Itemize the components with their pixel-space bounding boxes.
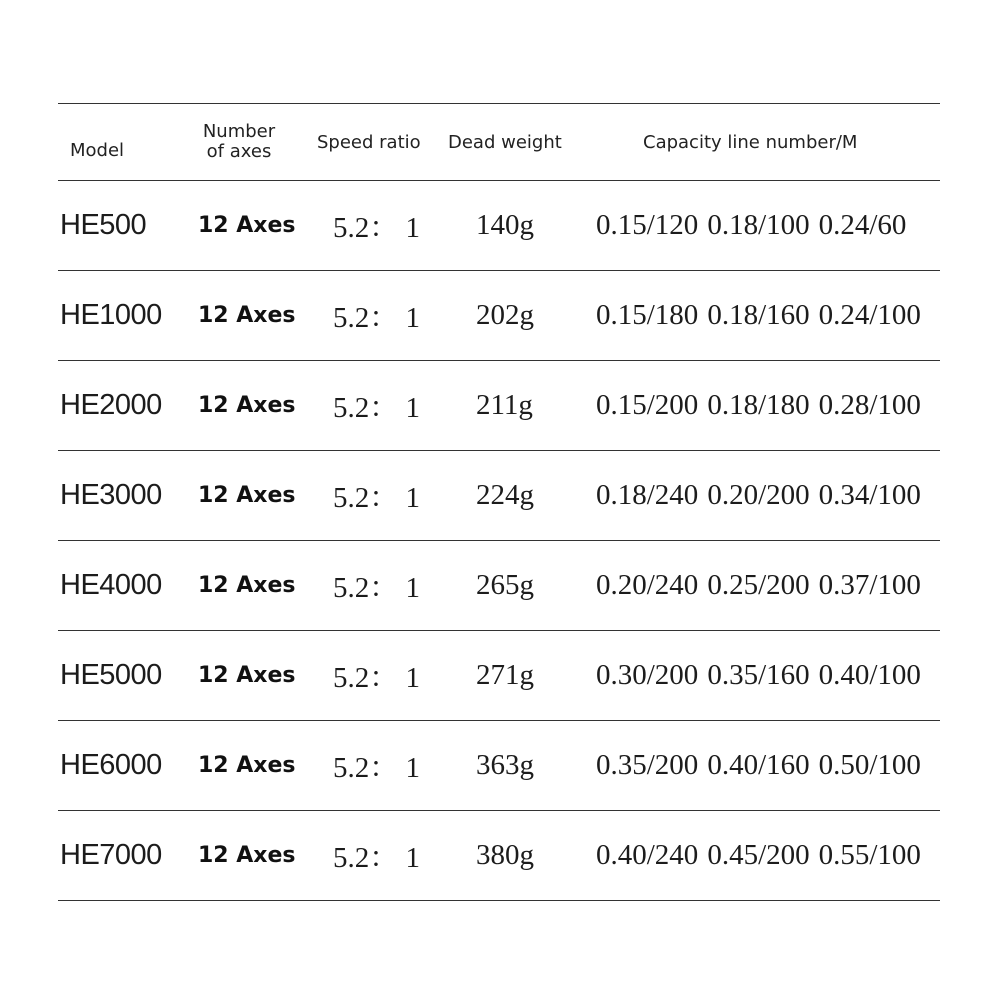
cell-model: HE6000 bbox=[60, 749, 162, 781]
cell-speed-ratio: 5.2： 1 bbox=[333, 842, 421, 874]
header-model: Model bbox=[70, 139, 125, 161]
cell-axes: 12 Axes bbox=[198, 392, 296, 418]
cell-capacity bbox=[596, 451, 921, 540]
cell-model: HE5000 bbox=[60, 659, 162, 691]
cell-capacity bbox=[596, 721, 921, 810]
cell-speed-ratio: 5.2： 1 bbox=[333, 212, 421, 244]
cell-model: HE7000 bbox=[60, 839, 162, 871]
cell-capacity bbox=[596, 541, 921, 630]
capacity-value: 0.18/180 bbox=[707, 389, 810, 421]
capacity-value: 0.50/100 bbox=[818, 749, 921, 781]
cell-axes: 12 Axes bbox=[198, 482, 296, 508]
capacity-value: 0.15/120 bbox=[596, 209, 699, 241]
capacity-value: 0.35/160 bbox=[707, 659, 810, 691]
capacity-value: 0.24/60 bbox=[818, 209, 907, 241]
cell-model: HE500 bbox=[60, 209, 147, 241]
header-axes-line2: of axes bbox=[206, 141, 272, 162]
cell-capacity bbox=[596, 631, 921, 720]
cell-weight: 271g bbox=[476, 659, 534, 691]
capacity-value: 0.55/100 bbox=[818, 839, 921, 871]
header-capacity: Capacity line number/M bbox=[643, 131, 858, 153]
capacity-value: 0.18/160 bbox=[707, 299, 810, 331]
cell-weight: 211g bbox=[476, 389, 533, 421]
cell-weight: 265g bbox=[476, 569, 534, 601]
cell-weight: 140g bbox=[476, 209, 534, 241]
cell-model: HE1000 bbox=[60, 299, 162, 331]
capacity-value: 0.20/240 bbox=[596, 569, 699, 601]
cell-weight: 363g bbox=[476, 749, 534, 781]
capacity-value: 0.15/180 bbox=[596, 299, 699, 331]
capacity-value: 0.24/100 bbox=[818, 299, 921, 331]
capacity-value: 0.20/200 bbox=[707, 479, 810, 511]
table-row bbox=[58, 271, 940, 361]
capacity-value: 0.45/200 bbox=[707, 839, 810, 871]
cell-capacity bbox=[596, 181, 906, 270]
cell-speed-ratio: 5.2： 1 bbox=[333, 392, 421, 424]
table-header-row bbox=[58, 104, 940, 181]
cell-weight: 224g bbox=[476, 479, 534, 511]
capacity-value: 0.18/100 bbox=[707, 209, 810, 241]
header-axes-line1: Number bbox=[202, 121, 276, 142]
cell-axes: 12 Axes bbox=[198, 212, 296, 238]
cell-model: HE2000 bbox=[60, 389, 162, 421]
cell-axes: 12 Axes bbox=[198, 662, 296, 688]
capacity-value: 0.30/200 bbox=[596, 659, 699, 691]
cell-axes: 12 Axes bbox=[198, 752, 296, 778]
cell-capacity bbox=[596, 361, 921, 450]
table-row bbox=[58, 631, 940, 721]
cell-model: HE3000 bbox=[60, 479, 162, 511]
cell-speed-ratio: 5.2： 1 bbox=[333, 302, 421, 334]
header-speed-ratio: Speed ratio bbox=[317, 131, 421, 153]
table-row bbox=[58, 541, 940, 631]
table-row bbox=[58, 451, 940, 541]
capacity-value: 0.18/240 bbox=[596, 479, 699, 511]
capacity-value: 0.25/200 bbox=[707, 569, 810, 601]
capacity-value: 0.34/100 bbox=[818, 479, 921, 511]
header-dead-weight: Dead weight bbox=[448, 131, 562, 153]
cell-capacity bbox=[596, 811, 921, 900]
cell-weight: 380g bbox=[476, 839, 534, 871]
table-row bbox=[58, 811, 940, 901]
cell-model: HE4000 bbox=[60, 569, 162, 601]
capacity-value: 0.28/100 bbox=[818, 389, 921, 421]
spec-table bbox=[58, 103, 940, 901]
cell-axes: 12 Axes bbox=[198, 572, 296, 598]
cell-capacity bbox=[596, 271, 921, 360]
capacity-value: 0.35/200 bbox=[596, 749, 699, 781]
table-row bbox=[58, 361, 940, 451]
cell-axes: 12 Axes bbox=[198, 302, 296, 328]
table-row bbox=[58, 181, 940, 271]
table-row bbox=[58, 721, 940, 811]
capacity-value: 0.40/240 bbox=[596, 839, 699, 871]
cell-speed-ratio: 5.2： 1 bbox=[333, 482, 421, 514]
header-number-of-axes bbox=[196, 104, 282, 180]
capacity-value: 0.37/100 bbox=[818, 569, 921, 601]
capacity-value: 0.40/100 bbox=[818, 659, 921, 691]
cell-axes: 12 Axes bbox=[198, 842, 296, 868]
cell-speed-ratio: 5.2： 1 bbox=[333, 752, 421, 784]
cell-weight: 202g bbox=[476, 299, 534, 331]
cell-speed-ratio: 5.2： 1 bbox=[333, 572, 421, 604]
capacity-value: 0.15/200 bbox=[596, 389, 699, 421]
cell-speed-ratio: 5.2： 1 bbox=[333, 662, 421, 694]
capacity-value: 0.40/160 bbox=[707, 749, 810, 781]
